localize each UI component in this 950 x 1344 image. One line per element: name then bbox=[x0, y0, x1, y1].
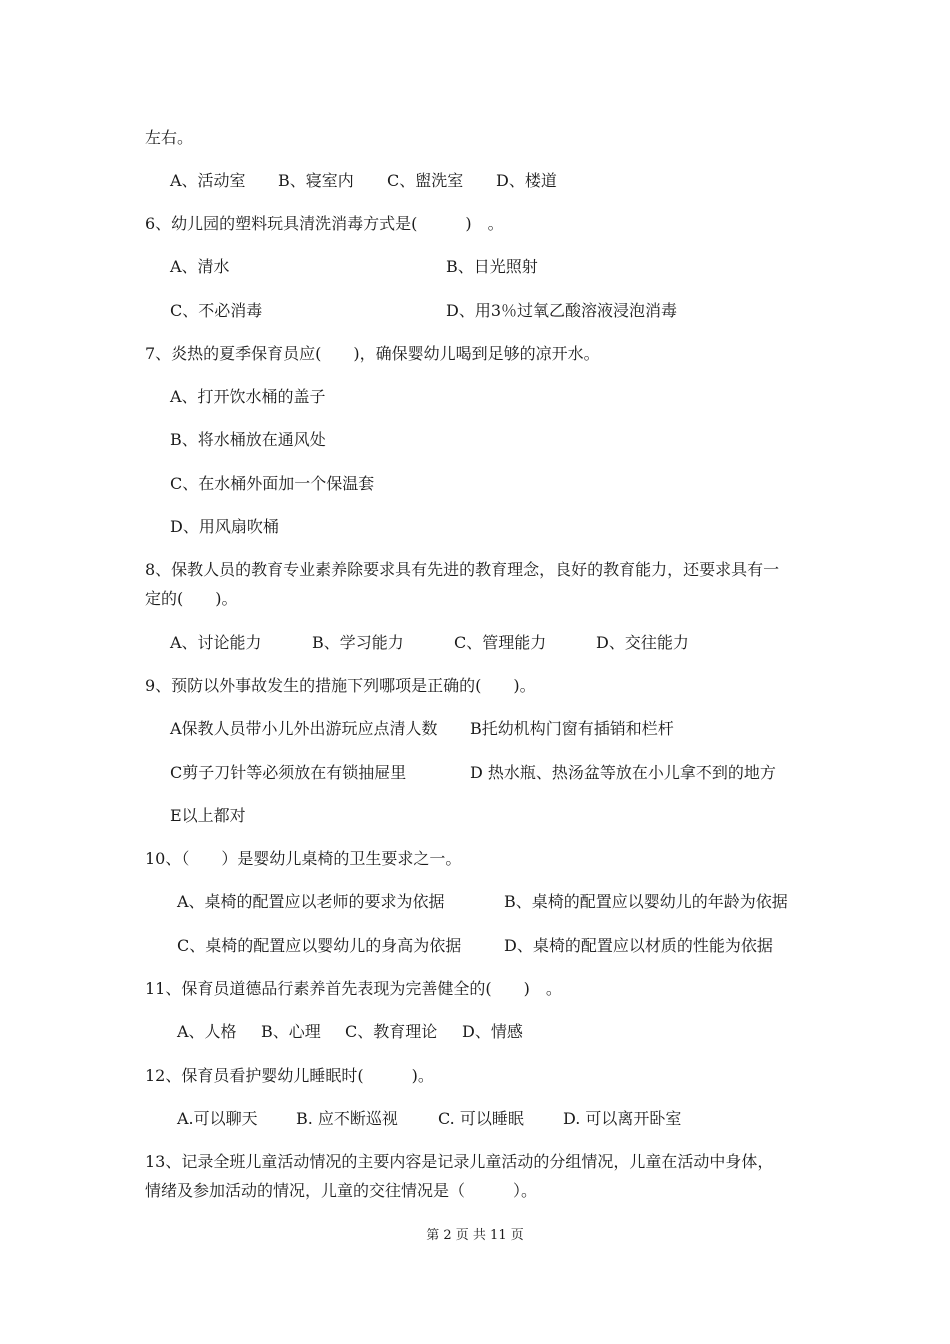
q8-stem-line2: 定的( )。 bbox=[145, 589, 238, 608]
continuation-text: 左右。 bbox=[145, 128, 194, 147]
q7-option-a: A、打开饮水桶的盖子 bbox=[170, 387, 326, 406]
q11-stem: 11、保育员道德品行素养首先表现为完善健全的( ) 。 bbox=[145, 979, 562, 998]
q6-option-b: B、日光照射 bbox=[446, 257, 538, 276]
q8-option-c: C、管理能力 bbox=[454, 633, 547, 652]
q13-stem-line2: 情绪及参加活动的情况，儿童的交往情况是（ ）。 bbox=[145, 1181, 538, 1200]
q11-option-c: C、教育理论 bbox=[345, 1022, 438, 1041]
q9-option-e: E以上都对 bbox=[170, 806, 246, 825]
q12-option-c: C. 可以睡眠 bbox=[438, 1109, 524, 1128]
q12-option-b: B. 应不断巡视 bbox=[296, 1109, 398, 1128]
q12-option-a: A.可以聊天 bbox=[177, 1109, 258, 1128]
q9-option-a: A保教人员带小儿外出游玩应点清人数 bbox=[170, 719, 438, 738]
q8-stem-line1: 8、保教人员的教育专业素养除要求具有先进的教育理念，良好的教育能力，还要求具有一 bbox=[145, 560, 780, 579]
q7-option-b: B、将水桶放在通风处 bbox=[170, 430, 326, 449]
q11-option-a: A、人格 bbox=[177, 1022, 237, 1041]
q12-stem: 12、保育员看护婴幼儿睡眠时( )。 bbox=[145, 1066, 434, 1085]
q7-option-d: D、用风扇吹桶 bbox=[170, 517, 279, 536]
q6-stem: 6、幼儿园的塑料玩具清洗消毒方式是( ) 。 bbox=[145, 214, 504, 233]
q13-stem-line1: 13、记录全班儿童活动情况的主要内容是记录儿童活动的分组情况，儿童在活动中身体， bbox=[145, 1152, 774, 1171]
page-number: 第 2 页 共 11 页 bbox=[426, 1228, 524, 1243]
q5-option-c: C、盥洗室 bbox=[387, 171, 464, 190]
q10-option-b: B、桌椅的配置应以婴幼儿的年龄为依据 bbox=[504, 892, 788, 911]
q9-option-b: B托幼机构门窗有插销和栏杆 bbox=[470, 719, 674, 738]
q10-option-a: A、桌椅的配置应以老师的要求为依据 bbox=[177, 892, 445, 911]
q6-option-a: A、清水 bbox=[170, 257, 230, 276]
q12-option-d: D. 可以离开卧室 bbox=[563, 1109, 682, 1128]
q7-stem: 7、炎热的夏季保育员应( )，确保婴幼儿喝到足够的凉开水。 bbox=[145, 344, 600, 363]
q9-stem: 9、预防以外事故发生的措施下列哪项是正确的( )。 bbox=[145, 676, 536, 695]
q9-option-c: C剪子刀针等必须放在有锁抽屉里 bbox=[170, 763, 407, 782]
q6-option-c: C、不必消毒 bbox=[170, 301, 263, 320]
q6-option-d: D、用3％过氧乙酸溶液浸泡消毒 bbox=[446, 301, 678, 320]
q8-option-b: B、学习能力 bbox=[312, 633, 404, 652]
q9-option-d: D 热水瓶、热汤盆等放在小儿拿不到的地方 bbox=[470, 763, 776, 782]
q10-option-c: C、桌椅的配置应以婴幼儿的身高为依据 bbox=[177, 936, 462, 955]
q5-option-a: A、活动室 bbox=[170, 171, 246, 190]
q11-option-d: D、情感 bbox=[462, 1022, 523, 1041]
q11-option-b: B、心理 bbox=[261, 1022, 321, 1041]
q10-stem: 10、（ ）是婴幼儿桌椅的卫生要求之一。 bbox=[145, 849, 462, 868]
q8-option-a: A、讨论能力 bbox=[170, 633, 262, 652]
q8-option-d: D、交往能力 bbox=[596, 633, 689, 652]
q10-option-d: D、桌椅的配置应以材质的性能为依据 bbox=[504, 936, 773, 955]
q7-option-c: C、在水桶外面加一个保温套 bbox=[170, 474, 375, 493]
q5-option-b: B、寝室内 bbox=[278, 171, 354, 190]
q5-option-d: D、楼道 bbox=[496, 171, 557, 190]
